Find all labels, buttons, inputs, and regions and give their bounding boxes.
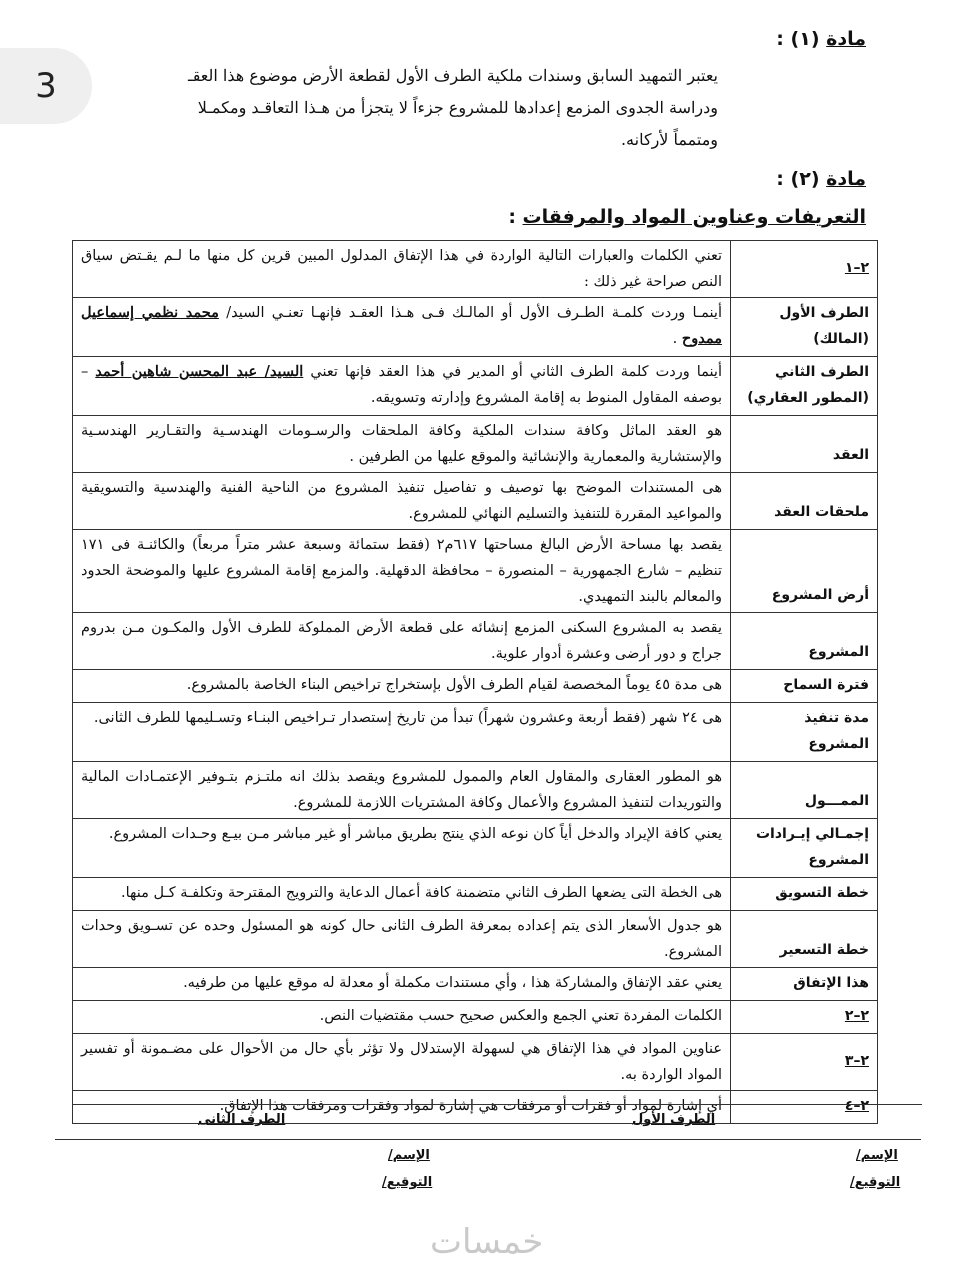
definition-text	[73, 968, 731, 1001]
definition-text	[73, 241, 731, 298]
table-row	[73, 241, 878, 298]
article-1-number: (١) :	[776, 28, 820, 50]
second-party-signature-label: التوقيع/	[382, 1175, 433, 1190]
definition-text-tail: – بوصفه المقاول المنوط به إقامة المشروع وإدارته وتسويقه.	[81, 364, 722, 406]
definition-text	[73, 670, 731, 703]
definition-text-body: هو المطور العقارى والمقاول العام والممول للمشروع ويقصد بذلك انه ملتـزم بتـوفير الإعتمـادات المالية والتوريدات لتنفيذ المشروع والأعمال وكافة المشتريات اللازمة للمشروع.	[81, 769, 722, 811]
second-party-name-label: الإسم/	[388, 1148, 430, 1163]
table-row	[73, 670, 878, 703]
table-row	[73, 878, 878, 911]
definition-term: خطة التسعير	[731, 911, 878, 968]
table-row	[73, 473, 878, 530]
table-row	[73, 1091, 878, 1124]
definition-text	[73, 1001, 731, 1034]
definition-term: ٢–١	[731, 241, 878, 298]
party-name: محمد نظمي إسماعيل ممدوح	[81, 304, 722, 347]
definitions-heading	[508, 206, 866, 228]
definitions-title: التعريفات وعناوين المواد والمرفقات	[522, 206, 866, 228]
definition-text-body: هو جدول الأسعار الذى يتم إعداده بمعرفة الطرف الثانى حال كونه هو المسئول وحده عن تسـويق وحدات المشروع.	[81, 918, 722, 960]
definition-term: الممـــول	[731, 762, 878, 819]
definition-text-body: هى المستندات الموضح بها توصيف و تفاصيل تنفيذ المشروع من الناحية الفنية والهندسية والتسويقية والمواعيد المقررة للتنفيذ والتسليم النهائي للمشروع.	[81, 480, 722, 522]
table-row	[73, 762, 878, 819]
definition-text-tail: .	[672, 331, 678, 347]
definition-text-body: يقصد بها مساحة الأرض البالغ مساحتها ٦١٧م٢ (فقط ستمائة وسبعة عشر متراً مربعاً) والكائنـة فى ١٧١ تنظيم – شارع الجمهورية – المنصورة – محافظة الدقهلية. والمزمع إقامة المشروع عليها والموضحة الحدود والمعالم بالبند التمهيدي.	[81, 537, 722, 605]
definition-text-body: هو العقد الماثل وكافة سندات الملكية وكافة الملحقات والرسـومات الهندسـية والتقـارير الهندسـية والإستشارية والمعمارية والإنشائية والموقع عليها من الطرفين .	[81, 423, 722, 465]
definition-text	[73, 762, 731, 819]
definition-text-body: تعني الكلمات والعبارات التالية الواردة في هذا الإتفاق المدلول المبين قرين كل منها ما لـم يقـتض سياق النص صراحة غير ذلك :	[81, 248, 722, 290]
definition-text	[73, 298, 731, 357]
table-row	[73, 357, 878, 416]
definition-text-body: عناوين المواد في هذا الإتفاق هي لسهولة الإستدلال ولا تؤثر بأي حال من الأحوال على مضـمونة أو تفسير المواد الواردة به.	[81, 1041, 722, 1083]
definition-text	[73, 911, 731, 968]
definition-text	[73, 473, 731, 530]
definition-term: ٢–٢	[731, 1001, 878, 1034]
definition-term: ملحقات العقد	[731, 473, 878, 530]
article-2-heading	[776, 168, 866, 190]
table-row	[73, 1034, 878, 1091]
definitions-title-suffix: :	[508, 206, 523, 228]
definition-text-body: أي إشارة لمواد أو فقرات أو مرفقات هي إشارة لمواد وفقرات ومرفقات هذا الإتفاق.	[219, 1098, 722, 1114]
definition-text-body: هى ٢٤ شهر (فقط أربعة وعشرون شهراً) تبدأ من تاريخ إستصدار تـراخيص البنـاء وتسـليمها للطرف الثانى.	[93, 710, 722, 726]
definition-text-body: يعني عقد الإتفاق والمشاركة هذا ، وأي مستندات مكملة أو معدلة له موقع عليها من طرفيه.	[183, 975, 722, 991]
definition-term: الطرف الثاني (المطور العقاري)	[731, 357, 878, 416]
definition-text-body: يعني كافة الإيراد والدخل أياً كان نوعه الذي ينتج بطريق مباشر أو غير مباشر مـن بيـع وحـدات المشروع.	[108, 826, 722, 842]
article-1-line: ومتمماً لأركانه.	[620, 130, 718, 149]
definition-term: المشروع	[731, 613, 878, 670]
definition-term: الطرف الأول (المالك)	[731, 298, 878, 357]
definition-text	[73, 703, 731, 762]
article-2-title: مادة	[826, 168, 866, 190]
definition-text-body: هى مدة ٤٥ يوماً المخصصة لقيام الطرف الأول بإستخراج تراخيص البناء الخاصة بالمشروع.	[186, 677, 722, 693]
definition-text	[73, 819, 731, 878]
definition-term: إجمـالي إيـرادات المشروع	[731, 819, 878, 878]
definition-text-body: أينمـا وردت كلمـة الطـرف الأول أو المالـك فـى هـذا العقـد فإنهـا تعنـي السيد/	[226, 305, 722, 321]
article-2-number: (٢) :	[776, 168, 820, 190]
definition-text-body: هى الخطة التى يضعها الطرف الثاني متضمنة كافة أعمال الدعاية والترويج المقترحة وتكلفـة كـل منها.	[121, 885, 722, 901]
definition-term: خطة التسويق	[731, 878, 878, 911]
first-party-signature-label: التوقيع/	[850, 1175, 901, 1190]
first-party-label: الطرف الأول	[632, 1112, 716, 1127]
article-1-body	[78, 60, 718, 156]
definition-text	[73, 878, 731, 911]
definition-term: ٢–٣	[731, 1034, 878, 1091]
definition-text	[73, 530, 731, 613]
page-number: 3	[35, 66, 57, 106]
definition-text-body: الكلمات المفردة تعني الجمع والعكس صحيح حسب مقتضيات النص.	[319, 1008, 722, 1024]
table-row	[73, 298, 878, 357]
first-party-name-label: الإسم/	[856, 1148, 898, 1163]
article-1-heading	[776, 28, 866, 50]
definition-term: مدة تنفيذ المشروع	[731, 703, 878, 762]
table-row	[73, 819, 878, 878]
second-party-label: الطرف الثانى	[198, 1112, 286, 1127]
watermark-logo: خمسات	[430, 1222, 544, 1262]
definition-text	[73, 416, 731, 473]
definition-term: العقد	[731, 416, 878, 473]
definition-text-body: يقصد به المشروع السكنى المزمع إنشائه على قطعة الأرض المملوكة للطرف الأول والمكـون مـن بدروم جراج و دور أرضى وعشرة أدوار علوية.	[81, 620, 722, 662]
article-1-title: مادة	[826, 28, 866, 50]
party-name: السيد/ عبد المحسن شاهين أحمد	[95, 363, 304, 380]
definition-term: أرض المشروع	[731, 530, 878, 613]
table-row	[73, 1001, 878, 1034]
definitions-table-body	[73, 241, 878, 1124]
definition-text	[73, 1034, 731, 1091]
table-row	[73, 530, 878, 613]
definition-text	[73, 357, 731, 416]
article-1-line: يعتبر التمهيد السابق وسندات ملكية الطرف الأول لقطعة الأرض موضوع هذا العقـ	[188, 66, 718, 85]
table-row	[73, 613, 878, 670]
definition-text-body: أينما وردت كلمة الطرف الثاني أو المدير في هذا العقد فإنها تعني	[310, 364, 723, 380]
definitions-table	[72, 240, 878, 1124]
table-row	[73, 703, 878, 762]
definition-text	[73, 613, 731, 670]
definition-term: ٢–٤	[731, 1091, 878, 1124]
article-1-line: ودراسة الجدوى المزمع إعدادها للمشروع جزءاً لا يتجزأ من هـذا التعاقـد ومكمـلا	[197, 98, 718, 117]
table-row	[73, 968, 878, 1001]
definition-term: هذا الإتفاق	[731, 968, 878, 1001]
table-row	[73, 416, 878, 473]
signature-divider-bottom	[55, 1139, 921, 1140]
definition-term: فترة السماح	[731, 670, 878, 703]
signature-divider-top	[72, 1104, 922, 1105]
table-row	[73, 911, 878, 968]
